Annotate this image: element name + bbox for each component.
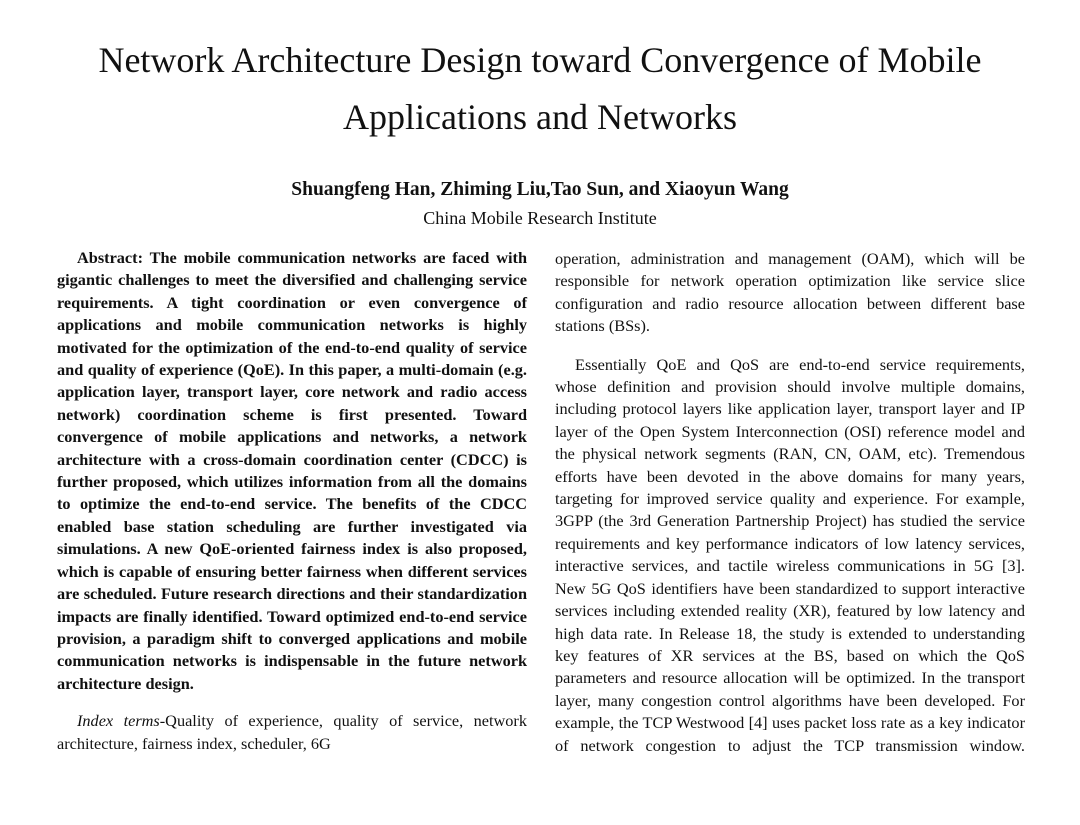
right-column — [555, 248, 1025, 757]
body-paragraph-2: Essentially QoE and QoS are end-to-end service requirements, whose definition and provision should involve multiple domains, including protocol layers like application layer, transport layer and IP layer of the Open System Interconnection (OSI) reference model and the physical network segments (RAN, CN, OAM, etc). Tremendous efforts have been devoted in the above domains for many years, targeting for improved service quality and experience. For example, 3GPP (the 3rd Generation Partnership Project) has studied the service requirements and key performance indicators of low latency services, interactive services, and tactile wireless communications in 5G [3]. New 5G QoS identifiers have been standardized to support interactive services including extended reality (XR), featured by low latency and high data rate. In Release 18, the study is extended to understanding key features of XR services at the BS, based on which the QoS parameters and resource allocation will be optimized. In the transport layer, many congestion control algorithms have been developed. For example, the TCP Westwood [4] uses packet loss rate as a key indicator of network congestion to adjust the TCP transmission window. — [555, 354, 1025, 755]
affiliation: China Mobile Research Institute — [423, 208, 657, 228]
paper-title — [0, 36, 1080, 141]
index-terms — [57, 710, 527, 755]
abstract: Abstract: The mobile communication networks are faced with gigantic challenges to meet the diversified and challenging service requirements. A tight coordination or even convergence of applications and mobile communication networks is highly motivated for the optimization of the end-to-end quality of service and quality of experience (QoE). In this paper, a multi-domain (e.g. application layer, transport layer, core network and radio access network) coordination scheme is first presented. Toward convergence of mobile applications and networks, a network architecture with a cross-domain coordination center (CDCC) is further proposed, which utilizes information from all the domains to optimize the end-to-end service. The benefits of the CDCC enabled base station scheduling are further investigated via simulations. A new QoE-oriented fairness index is also proposed, which is capable of ensuring better fairness when different services are scheduled. Future research directions and their standardization impacts are finally identified. Toward optimized end-to-end service provision, a paradigm shift to converged applications and mobile communication networks is indispensable in the future network architecture design. — [57, 248, 527, 693]
title-line-1: Network Architecture Design toward Convergence of Mobile — [98, 40, 982, 80]
index-terms-body: -Quality of experience, quality of service, network architecture, fairness index, scheduler, 6G — [57, 711, 527, 753]
author-list: Shuangfeng Han, Zhiming Liu,Tao Sun, and Xiaoyun Wang — [291, 179, 789, 200]
left-column — [57, 247, 527, 755]
index-terms-lead: Index terms — [77, 711, 160, 731]
title-line-2: Applications and Networks — [343, 97, 737, 137]
body-paragraph-1: operation, administration and management (OAM), which will be responsible for network operation optimization like service slice configuration and radio resource allocation between different base stations (BSs). — [555, 249, 1025, 336]
